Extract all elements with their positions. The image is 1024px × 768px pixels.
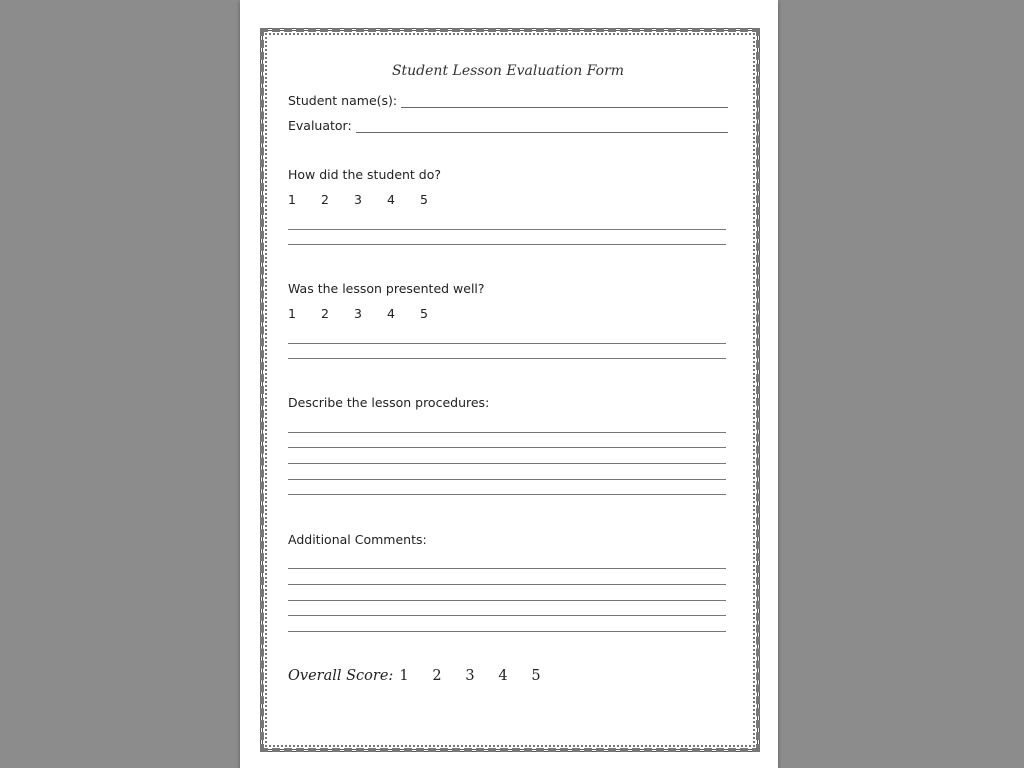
- rating-option[interactable]: 5: [531, 668, 541, 684]
- writing-line[interactable]: [288, 568, 726, 569]
- writing-line[interactable]: [288, 432, 726, 433]
- overall-score-label: Overall Score:: [288, 668, 394, 684]
- question-3-label: Describe the lesson procedures:: [288, 395, 490, 410]
- rating-option[interactable]: 3: [354, 192, 362, 207]
- evaluator-line[interactable]: [356, 120, 728, 133]
- question-1-ratings: [288, 192, 453, 207]
- writing-line[interactable]: [288, 615, 726, 616]
- rating-option[interactable]: 2: [321, 306, 329, 321]
- writing-line[interactable]: [288, 244, 726, 245]
- decorative-border: [260, 28, 760, 752]
- writing-line[interactable]: [288, 447, 726, 448]
- evaluator-label: Evaluator:: [288, 118, 352, 133]
- rating-option[interactable]: 3: [354, 306, 362, 321]
- writing-line[interactable]: [288, 494, 726, 495]
- writing-line[interactable]: [288, 463, 726, 464]
- question-1-label: How did the student do?: [288, 167, 442, 182]
- rating-option[interactable]: 3: [465, 668, 475, 684]
- rating-option[interactable]: 2: [432, 668, 442, 684]
- rating-option[interactable]: 1: [288, 306, 296, 321]
- writing-line[interactable]: [288, 358, 726, 359]
- rating-option[interactable]: 4: [387, 306, 395, 321]
- rating-option[interactable]: 2: [321, 192, 329, 207]
- rating-option[interactable]: 1: [288, 192, 296, 207]
- writing-line[interactable]: [288, 631, 726, 632]
- form-title: Student Lesson Evaluation Form: [391, 63, 625, 79]
- question-4-label: Additional Comments:: [288, 532, 427, 547]
- document-page: [240, 0, 778, 768]
- writing-line[interactable]: [288, 584, 726, 585]
- question-2-label: Was the lesson presented well?: [288, 281, 485, 296]
- evaluator-field[interactable]: [288, 118, 728, 133]
- student-name-label: Student name(s):: [288, 93, 398, 108]
- writing-line[interactable]: [288, 229, 726, 230]
- writing-line[interactable]: [288, 479, 726, 480]
- rating-option[interactable]: 1: [399, 668, 409, 684]
- rating-option[interactable]: 5: [420, 192, 428, 207]
- rating-option[interactable]: 5: [420, 306, 428, 321]
- rating-option[interactable]: 4: [387, 192, 395, 207]
- student-name-field[interactable]: [288, 93, 728, 108]
- question-2-ratings: [288, 306, 453, 321]
- student-name-line[interactable]: [401, 95, 728, 108]
- writing-line[interactable]: [288, 600, 726, 601]
- rating-option[interactable]: 4: [498, 668, 508, 684]
- overall-score: [288, 668, 564, 684]
- writing-line[interactable]: [288, 343, 726, 344]
